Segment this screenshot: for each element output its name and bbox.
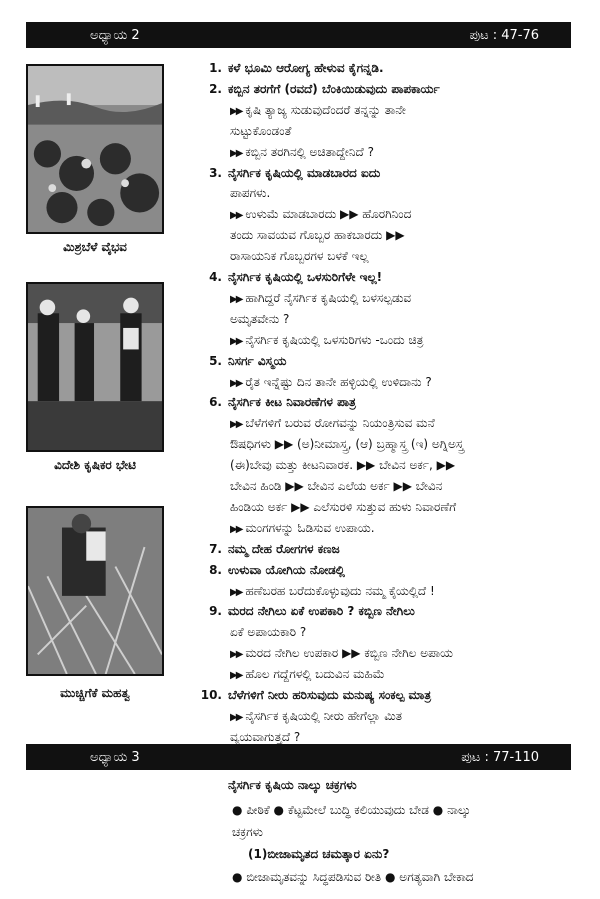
chapter-3-heading: ನೈಸರ್ಗಿಕ ಕೃಷಿಯ ನಾಲ್ಕು ಚಕ್ರಗಳು	[228, 778, 357, 792]
double-arrow-icon: ▶▶	[230, 293, 242, 305]
chapter-3-header	[26, 744, 571, 770]
double-arrow-icon: ▶▶	[230, 586, 242, 598]
photo-visiting-farmers	[26, 282, 164, 452]
toc-continuation-text: ಹಿಂಡಿಯ ಅರ್ಕ ▶▶ ಎಲೆಸುರಳಿ ಸುತ್ತುವ ಹುಳು ನಿವಾರಣೆಗೆ	[230, 499, 457, 514]
toc-continuation	[230, 225, 405, 245]
photo-1-caption: ಮಿಶ್ರಬೆಳೆ ವೈಭವ	[63, 240, 127, 254]
toc-continuation	[230, 622, 306, 642]
toc-subitem	[230, 330, 423, 352]
toc-subitem	[230, 581, 435, 603]
toc-item	[200, 267, 382, 287]
bullet-text-method: ಬೀಜಾಮೃತವನ್ನು ಸಿದ್ಧಪಡಿಸುವ ರೀತಿ	[246, 870, 382, 884]
toc-item-number: 8.	[209, 562, 222, 577]
toc-continuation-text: (ಈ)ಬೇವು ಮತ್ತು ಕೀಟನಿವಾರಕ. ▶▶ ಬೇವಿನ ಅರ್ಕ, ▶▶	[230, 458, 456, 473]
toc-subitem	[230, 204, 411, 226]
chapter-3-subheading: (1)ಬೀಜಾಮೃತದ ಚಮತ್ಕಾರ ಏನು?	[248, 847, 390, 861]
toc-subitem-text: ನೈಸರ್ಗಿಕ ಕೃಷಿಯಲ್ಲಿ ಒಳಸುರಿಗಳು -ಒಂದು ಚಿತ್ರ	[245, 332, 424, 347]
photo-2-caption: ವಿದೇಶಿ ಕೃಷಿಕರ ಭೇಟಿ	[54, 458, 136, 472]
toc-continuation-text: ಔಷಧಿಗಳು ▶▶ (ಅ)ನೀಮಾಸ್ತ್ರ, (ಆ) ಬ್ರಹ್ಮಾಸ್ತ್ರ (ಇ) ಅಗ್ನಿಅಸ್ತ್ರ	[230, 437, 464, 452]
chapter-3-bullet-row-2	[232, 870, 474, 885]
toc-continuation	[230, 121, 291, 141]
chapter-3-bullet-row-1	[232, 803, 471, 818]
toc-item-number: 9.	[209, 604, 222, 619]
toc-continuation	[230, 497, 456, 517]
toc-subitem-text: ಮಂಗಗಳನ್ನು ಓಡಿಸುವ ಉಪಾಯ.	[245, 520, 375, 535]
toc-continuation	[230, 246, 369, 266]
bullet-icon: ●	[232, 870, 243, 884]
toc-item-number: 2.	[209, 81, 222, 96]
toc-subitem-text: ಉಳುಮೆ ಮಾಡಬಾರದು ▶▶ ಹೊರಗಿನಿಂದ	[245, 207, 412, 222]
toc-subitem	[230, 288, 411, 310]
toc-subitem	[230, 518, 375, 540]
toc-continuation	[230, 183, 270, 203]
toc-item-title: ನೈಸರ್ಗಿಕ ಕೀಟ ನಿವಾರಣೆಗಳ ಪಾತ್ರ	[228, 395, 356, 410]
double-arrow-icon: ▶▶	[230, 670, 242, 682]
toc-continuation-text: ಏಕೆ ಅಪಾಯಕಾರಿ ?	[230, 625, 307, 640]
bullet-text-four: ನಾಲ್ಕು	[447, 803, 471, 817]
chapter-3-pages: ಪುಟ : 77-110	[461, 749, 539, 765]
toc-item	[200, 163, 380, 183]
toc-subitem	[230, 643, 453, 665]
toc-subitem	[230, 142, 374, 164]
toc-subitem-text: ಹಣೆಬರಹ ಬರೆದುಕೊಳ್ಳುವುದು ನಮ್ಮ ಕೈಯಲ್ಲಿದೆ !	[245, 583, 435, 598]
chapter-3-label: ಅಧ್ಯಾಯ 3	[90, 749, 140, 765]
toc-subitem-text: ಹಾಗಿದ್ದರೆ ನೈಸರ್ಗಿಕ ಕೃಷಿಯಲ್ಲಿ ಬಳಸಲ್ಪಡುವ	[245, 290, 412, 305]
toc-continuation	[230, 309, 289, 329]
toc-item	[200, 601, 415, 621]
toc-continuation	[230, 434, 464, 454]
toc-subitem-text: ಕೃಷಿ ತ್ಯಾಜ್ಯ ಸುಡುವುದೆಂದರೆ ತನ್ನನ್ನು ತಾನೇ	[245, 102, 406, 117]
toc-item-title: ಮರದ ನೇಗಿಲು ಏಕೆ ಉಪಕಾರಿ ? ಕಬ್ಬಿಣ ನೇಗಿಲು	[228, 604, 415, 619]
toc-continuation-text: ವ್ಯಯವಾಗುತ್ತದೆ ?	[230, 729, 301, 744]
bullet-text-preface: ಪೀಠಿಕೆ	[246, 803, 270, 817]
bullet-text-lesson: ಕೆಟ್ಟಮೇಲೆ ಬುದ್ಧಿ ಕಲಿಯುವುದು ಬೇಡ	[287, 803, 429, 817]
toc-continuation-text: ಸುಟ್ಟುಕೊಂಡಂತೆ	[230, 123, 292, 138]
chapter-2-label: ಅಧ್ಯಾಯ 2	[90, 27, 140, 43]
double-arrow-icon: ▶▶	[230, 523, 242, 535]
bullet-icon: ●	[384, 870, 396, 884]
toc-subitem-text: ನೈಸರ್ಗಿಕ ಕೃಷಿಯಲ್ಲಿ ನೀರು ಹೇಗೆಲ್ಲಾ ಮಿತ	[245, 708, 403, 723]
toc-subitem-text: ಬೆಳೆಗಳಿಗೆ ಬರುವ ರೋಗವನ್ನು ನಿಯಂತ್ರಿಸುವ ಮನೆ	[245, 416, 435, 431]
toc-item	[200, 392, 356, 412]
chapter-2-pages: ಪುಟ : 47-76	[469, 27, 539, 43]
photo-mulching	[26, 506, 164, 676]
toc-item	[200, 539, 340, 559]
toc-item-number: 4.	[209, 270, 222, 284]
toc-continuation-text: ತಂದು ಸಾವಯವ ಗೊಬ್ಬರ ಹಾಕಬಾರದು ▶▶	[230, 228, 405, 243]
toc-subitem-text: ಹೊಲ ಗದ್ದೆಗಳಲ್ಲಿ ಬದುವಿನ ಮಹಿಮೆ	[245, 667, 385, 682]
toc-item-title: ಬೆಳೆಗಳಿಗೆ ನೀರು ಹರಿಸುವುದು ಮನುಷ್ಯ ಸಂಕಲ್ಪ ಮಾತ್ರ	[228, 688, 432, 702]
bullet-icon: ●	[273, 803, 284, 817]
toc-subitem	[230, 413, 435, 435]
toc-continuation-text: ರಾಸಾಯನಿಕ ಗೊಬ್ಬರಗಳ ಬಳಕೆ ಇಲ್ಲ	[230, 249, 369, 264]
toc-subitem-text: ರೈತ ಇನ್ನೆಷ್ಟು ದಿನ ತಾನೇ ಹಳ್ಳಿಯಲ್ಲಿ ಉಳಿದಾನು ?	[245, 374, 432, 389]
toc-item-number: 5.	[209, 353, 222, 368]
chapter-2-header	[26, 22, 571, 48]
toc-continuation-text: ಅಮೃತವೇನು ?	[230, 311, 290, 326]
toc-subitem	[230, 372, 432, 394]
toc-item-title: ನೈಸರ್ಗಿಕ ಕೃಷಿಯಲ್ಲಿ ಮಾಡಬಾರದ ಐದು	[228, 165, 381, 180]
double-arrow-icon: ▶▶	[230, 210, 242, 222]
toc-continuation-text: ಬೇವಿನ ಹಿಂಡಿ ▶▶ ಬೇವಿನ ಎಲೆಯ ಅರ್ಕ ▶▶ ಬೇವಿನ	[230, 479, 443, 493]
double-arrow-icon: ▶▶	[230, 419, 242, 431]
double-arrow-icon: ▶▶	[230, 377, 242, 389]
toc-continuation	[230, 476, 442, 496]
toc-continuation-text: ಪಾಪಗಳು.	[230, 186, 271, 201]
bullet-icon: ●	[432, 803, 444, 817]
toc-subitem	[230, 706, 402, 728]
toc-item-title: ಕಬ್ಬಿನ ತರಗೆಗೆ (ರವದೆ) ಬೆಂಕಿಯಿಡುವುದು ಪಾಪಕಾರ್ಯ	[228, 81, 440, 96]
toc-item-number: 10.	[200, 688, 222, 702]
toc-item	[200, 685, 431, 705]
bullet-text-wheels: ಚಕ್ರಗಳು	[232, 825, 263, 839]
toc-item	[200, 351, 287, 371]
toc-continuation	[230, 455, 455, 475]
double-arrow-icon: ▶▶	[230, 649, 242, 661]
bullet-text-needed: ಅಗತ್ಯವಾಗಿ ಬೇಕಾದ	[399, 870, 474, 884]
toc-item-title: ಕಳೆ ಭೂಮಿ ಆರೋಗ್ಯ ಹೇಳುವ ಕೈಗನ್ನಡಿ.	[228, 61, 384, 75]
toc-item-number: 1.	[209, 61, 222, 75]
toc-item-title: ಉಳುವಾ ಯೋಗಿಯ ನೋಡಲ್ಲಿ	[228, 562, 345, 577]
toc-subitem	[230, 100, 406, 122]
photo-3-caption: ಮುಚ್ಚಿಗೆಕೆ ಮಹತ್ವ	[60, 686, 130, 700]
bullet-icon: ●	[232, 803, 243, 817]
double-arrow-icon: ▶▶	[230, 711, 242, 723]
toc-item	[200, 58, 384, 78]
toc-subitem-text: ಮರದ ನೇಗಿಲ ಉಪಕಾರ ▶▶ ಕಬ್ಬಿಣ ನೇಗಿಲ ಅಪಾಯ	[245, 646, 453, 661]
toc-item-title: ನಿಸರ್ಗ ವಿಸ್ಮಯ	[228, 353, 287, 368]
double-arrow-icon: ▶▶	[230, 147, 242, 159]
toc-item	[200, 560, 345, 580]
toc-item-title: ನಮ್ಮ ದೇಹ ರೋಗಗಳ ಕಣಜ	[228, 541, 340, 556]
toc-item-number: 7.	[209, 541, 222, 556]
toc-item-title: ನೈಸರ್ಗಿಕ ಕೃಷಿಯಲ್ಲಿ ಒಳಸುರಿಗೆಳೇ ಇಲ್ಲ!	[228, 270, 383, 284]
toc-item-number: 6.	[209, 395, 222, 410]
toc-subitem	[230, 664, 385, 686]
double-arrow-icon: ▶▶	[230, 335, 242, 347]
toc-item	[200, 79, 440, 99]
double-arrow-icon: ▶▶	[230, 105, 242, 117]
toc-subitem-text: ಕಬ್ಬಿನ ತರಗಿನಲ್ಲಿ ಅಚಿತಾದ್ದೇನಿದೆ ?	[245, 144, 374, 159]
toc-item-number: 3.	[209, 165, 222, 180]
photo-mixed-crop	[26, 64, 164, 234]
